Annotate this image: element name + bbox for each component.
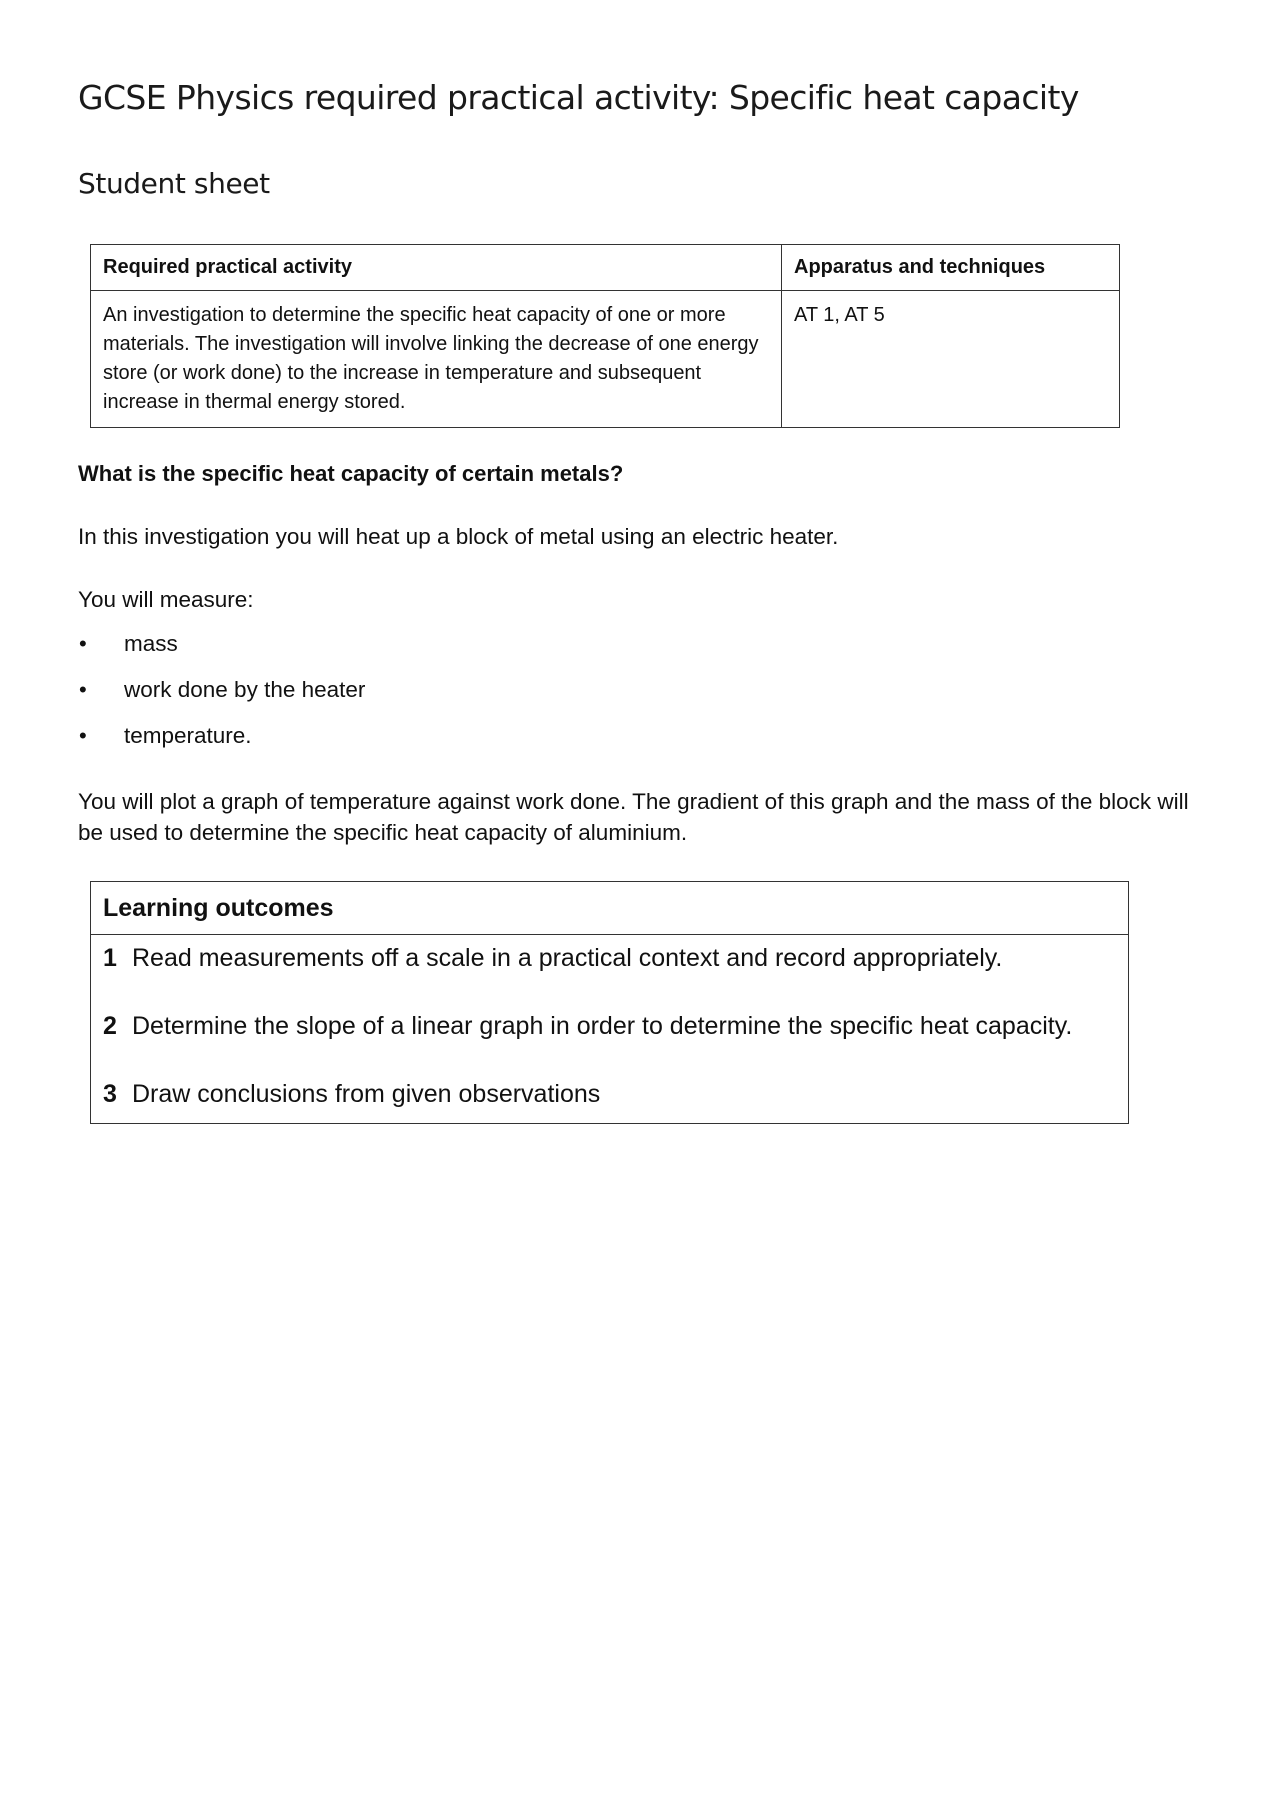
outcome-number: 1	[103, 944, 117, 972]
measure-intro: You will measure:	[78, 587, 254, 612]
list-item	[78, 721, 365, 767]
outcome-text: Read measurements off a scale in a practical context and record appropriately.	[132, 944, 1003, 972]
intro-paragraph: In this investigation you will heat up a block of metal using an electric heater.	[78, 524, 839, 549]
measurement-mass: mass	[124, 631, 178, 656]
activity-description-cell: An investigation to determine the specific heat capacity of one or more materials. The investigation will involve linking the decrease of one energy store (or work done) to the increase in temperature and subsequent increase in thermal energy stored.	[91, 291, 782, 428]
table-row	[91, 291, 1120, 428]
list-item	[103, 1079, 1116, 1117]
bullet-icon: •	[79, 631, 87, 656]
outcome-number: 3	[103, 1080, 117, 1108]
list-item	[103, 1011, 1116, 1079]
header-required-practical-activity: Required practical activity	[91, 245, 782, 291]
outcome-text: Determine the slope of a linear graph in order to determine the specific heat capacity.	[132, 1012, 1073, 1040]
learning-outcomes-heading: Learning outcomes	[91, 882, 1128, 935]
investigation-question: What is the specific heat capacity of certain metals?	[78, 461, 624, 486]
page-subtitle: Student sheet	[78, 167, 270, 200]
list-item	[78, 675, 365, 721]
plot-paragraph: You will plot a graph of temperature against work done. The gradient of this graph and the mass of the block will be used to determine the specific heat capacity of aluminium.	[78, 789, 1189, 845]
list-item	[103, 943, 1116, 1011]
required-practical-table	[90, 244, 1120, 428]
list-item	[78, 629, 365, 675]
learning-outcomes-list	[91, 935, 1128, 1123]
table-header-row	[91, 245, 1120, 291]
outcome-number: 2	[103, 1012, 117, 1040]
measurement-work-done: work done by the heater	[124, 677, 366, 702]
apparatus-techniques-cell: AT 1, AT 5	[782, 291, 1120, 428]
outcome-text: Draw conclusions from given observations	[132, 1080, 601, 1108]
measurement-list	[78, 629, 365, 767]
bullet-icon: •	[79, 677, 87, 702]
header-apparatus-and-techniques: Apparatus and techniques	[782, 245, 1120, 291]
page-title: GCSE Physics required practical activity: Specific heat capacity	[78, 78, 1079, 117]
learning-outcomes-box	[90, 881, 1129, 1124]
measurement-temperature: temperature.	[124, 723, 252, 748]
bullet-icon: •	[79, 723, 87, 748]
